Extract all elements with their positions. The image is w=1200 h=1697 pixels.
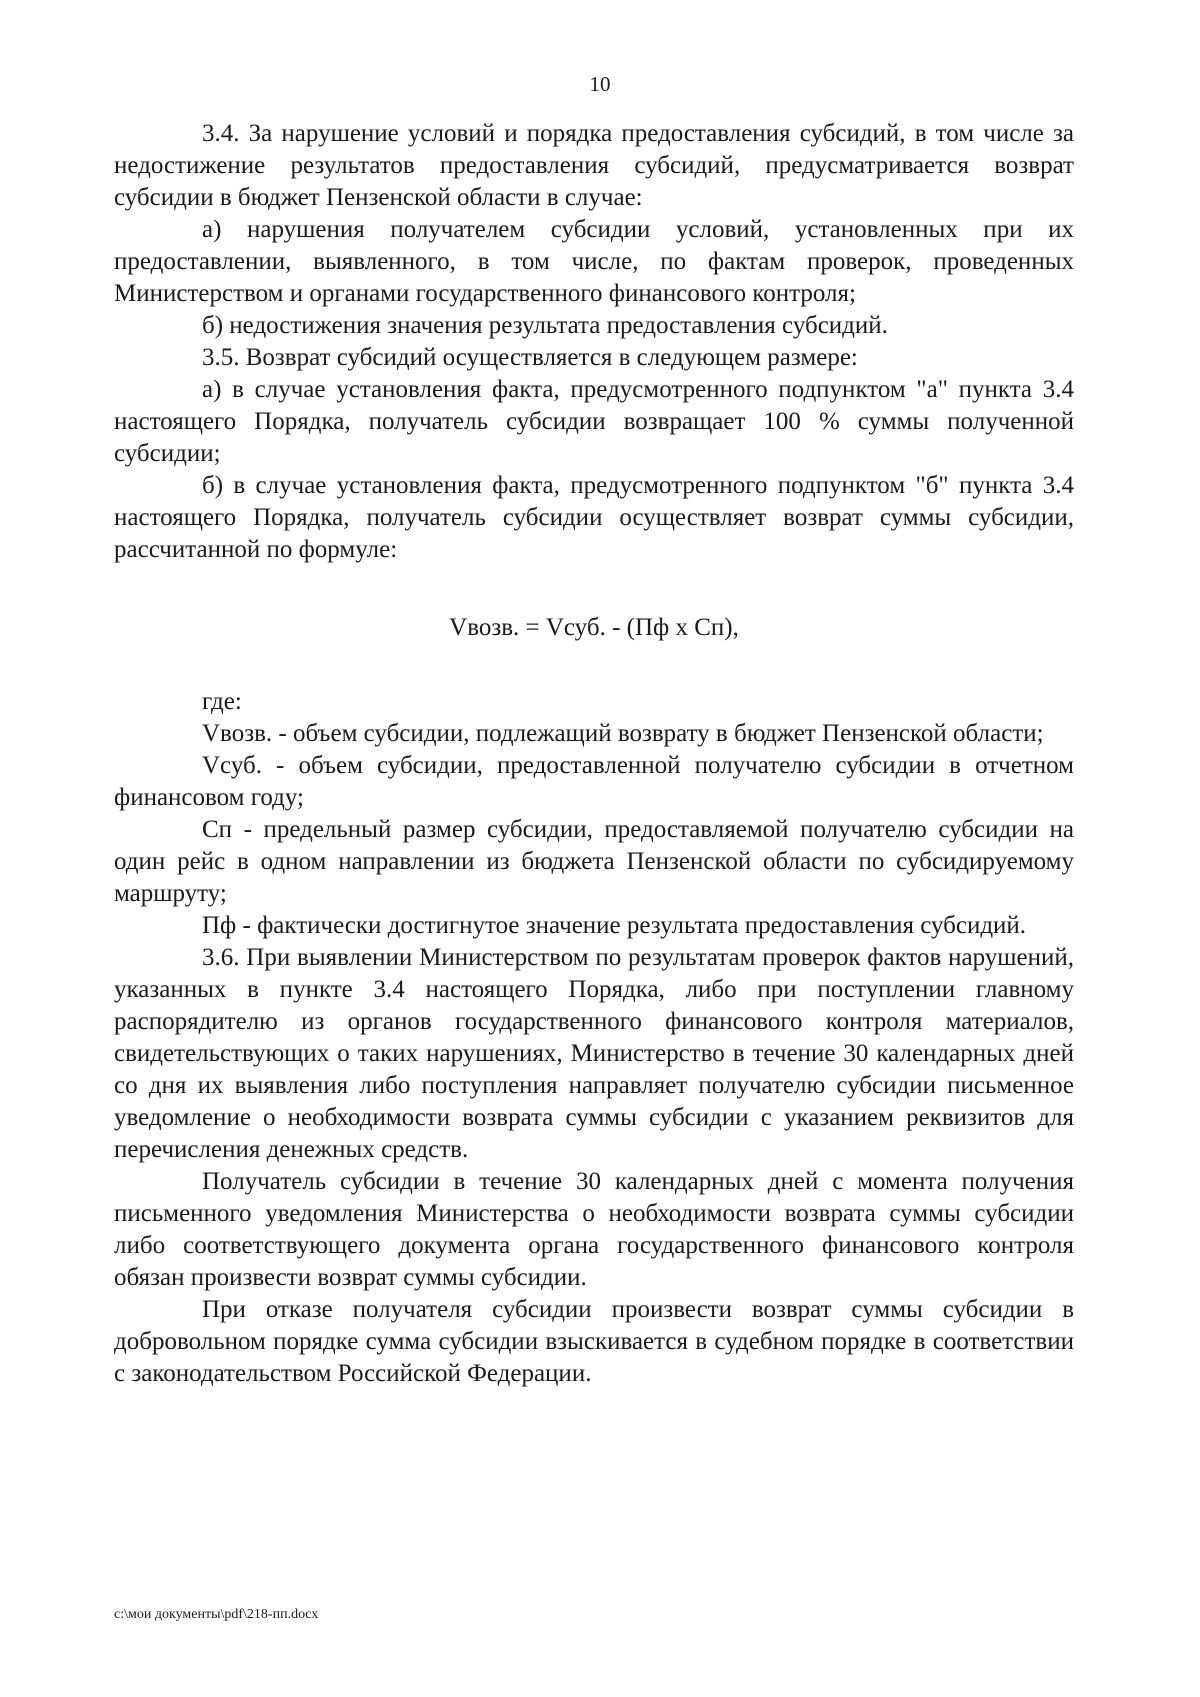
paragraph-3-4: 3.4. За нарушение условий и порядка предоставления субсидий, в том числе за недостижение результатов предоставления субсидий, предусматривается возврат субсидии в бюджет Пензенской области в случае:	[114, 120, 1074, 211]
paragraph-3-4-a: а) нарушения получателем субсидии условий, установленных при их предоставлении, выявленного, в том числе, по фактам проверок, проведенных Министерством и органами государственного финансового контроля;	[114, 216, 1074, 307]
paragraph-3-4-b: б) недостижения значения результата предоставления субсидий.	[202, 312, 888, 339]
definition-sp: Сп - предельный размер субсидии, предоставляемой получателю субсидии на один рейс в одном направлении из бюджета Пензенской области по субсидируемому маршруту;	[114, 816, 1074, 907]
definition-v-return: Vвозв. - объем субсидии, подлежащий возврату в бюджет Пензенской области;	[202, 720, 1044, 747]
document-body	[114, 118, 1074, 1390]
paragraph-3-5: 3.5. Возврат субсидий осуществляется в следующем размере:	[202, 344, 858, 371]
definition-v-subsidy: Vсуб. - объем субсидии, предоставленной получателю субсидии в отчетном финансовом году;	[114, 752, 1074, 811]
definition-where: где:	[202, 688, 242, 715]
footer-file-path: c:\мои документы\pdf\218-пп.docx	[114, 1607, 319, 1622]
paragraph-3-6: 3.6. При выявлении Министерством по результатам проверок фактов нарушений, указанных в пункте 3.4 настоящего Порядка, либо при поступлении главному распорядителю из органов государственного финансового контроля материалов, свидетельствующих о таких нарушениях, Министерство в течение 30 календарных дней со дня их выявления либо поступления направляет получателю субсидии письменное уведомление о необходимости возврата суммы субсидии с указанием реквизитов для перечисления денежных средств.	[114, 944, 1074, 1163]
paragraph-refusal: При отказе получателя субсидии произвести возврат суммы субсидии в добровольном порядке сумма субсидии взыскивается в судебном порядке в соответствии с законодательством Российской Федерации.	[114, 1296, 1074, 1387]
paragraph-3-5-a: а) в случае установления факта, предусмотренного подпунктом "а" пункта 3.4 настоящего Порядка, получатель субсидии возвращает 100 % суммы полученной субсидии;	[114, 376, 1074, 467]
formula: Vвозв. = Vсуб. - (Пф x Сп),	[449, 614, 739, 641]
page-number: 10	[589, 72, 611, 96]
paragraph-3-5-b: б) в случае установления факта, предусмотренного подпунктом "б" пункта 3.4 настоящего Порядка, получатель субсидии осуществляет возврат суммы субсидии, рассчитанной по формуле:	[114, 472, 1074, 563]
paragraph-recipient-return: Получатель субсидии в течение 30 календарных дней с момента получения письменного уведомления Министерства о необходимости возврата суммы субсидии либо соответствующего документа органа государственного финансового контроля обязан произвести возврат суммы субсидии.	[114, 1168, 1074, 1291]
definition-pf: Пф - фактически достигнутое значение результата предоставления субсидий.	[202, 912, 1027, 939]
